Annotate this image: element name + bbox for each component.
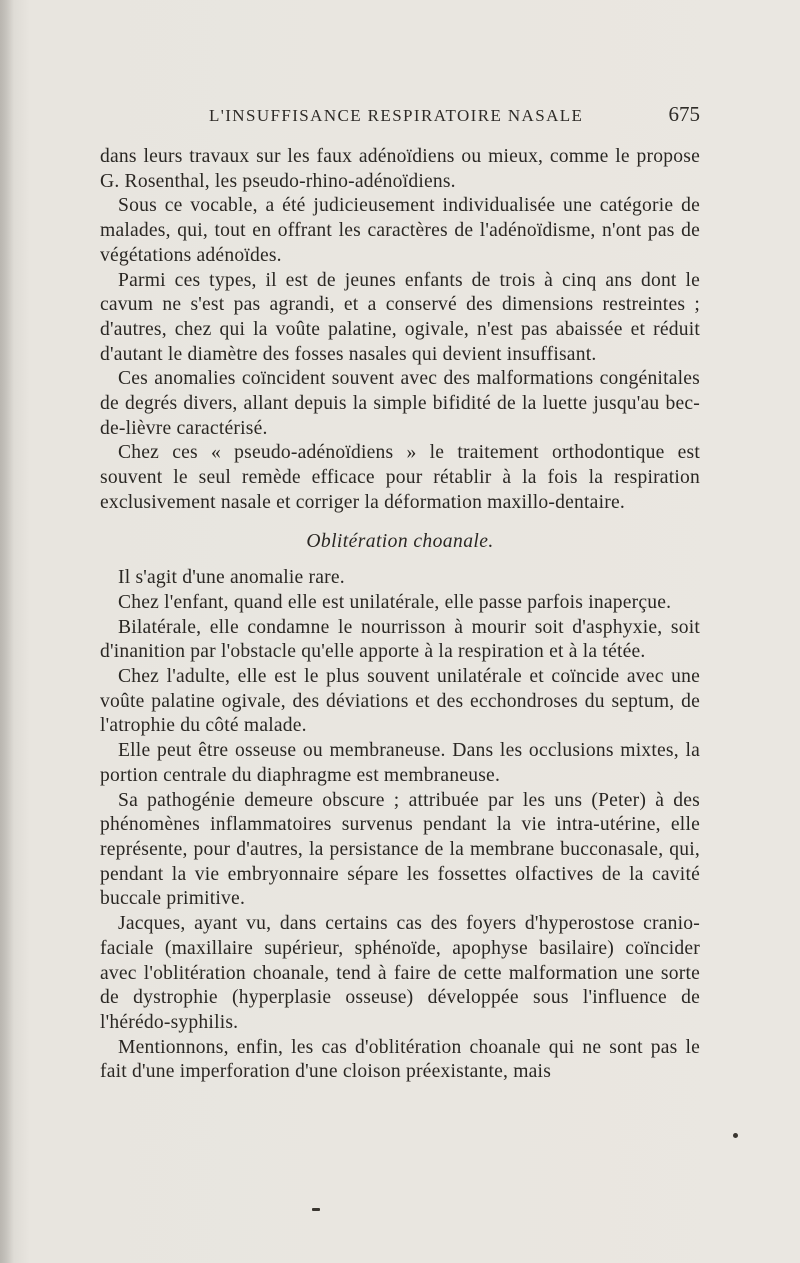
paragraph: Sa pathogénie demeure obscure ; attribuée par les uns (Peter) à des phénomènes inflammatoires survenus pendant la vie intra-utérine, elle représente, pour d'autres, la persistance de la membrane bucconasale, qui, pendant la vie embryonnaire sépare les fossettes olfactives de la cavité buccale primitive. bbox=[100, 789, 700, 910]
paragraph: Jacques, ayant vu, dans certains cas des foyers d'hyperostose cranio-faciale (maxillaire supérieur, sphénoïde, apophyse basilaire) coïncider avec l'oblitération choanale, tend à faire de cette malformation une sorte de dystrophie (hyperplasie osseuse) développée sous l'influence de l'hérédo-syphilis. bbox=[100, 913, 700, 1033]
section-title: Oblitération choanale. bbox=[306, 530, 494, 552]
paragraph: Chez l'adulte, elle est le plus souvent unilatérale et coïncide avec une voûte palatine ogivale, des déviations et des ecchondroses du septum, de l'atrophie du côté malade. bbox=[100, 666, 700, 737]
binding-shadow bbox=[0, 0, 14, 1263]
ink-speck bbox=[733, 1133, 738, 1138]
running-title: L'INSUFFISANCE RESPIRATOIRE NASALE bbox=[209, 106, 584, 125]
page-number: 675 bbox=[668, 102, 700, 126]
paragraph: Chez ces « pseudo-adénoïdiens » le traitement orthodontique est souvent le seul remède efficace pour rétablir à la fois la respiration exclusivement nasale et corriger la déformation maxillo-dentaire. bbox=[100, 442, 700, 513]
paragraph: Ces anomalies coïncident souvent avec des malformations congénitales de degrés divers, allant depuis la simple bifidité de la luette jusqu'au bec-de-lièvre caractérisé. bbox=[100, 368, 700, 439]
ink-speck bbox=[312, 1208, 320, 1211]
paragraph: dans leurs travaux sur les faux adénoïdiens ou mieux, comme le propose G. Rosenthal, les pseudo-rhino-adénoïdiens. bbox=[100, 146, 700, 192]
page-header bbox=[185, 102, 700, 132]
paragraph: Il s'agit d'une anomalie rare. bbox=[118, 567, 345, 589]
paragraph: Parmi ces types, il est de jeunes enfants de trois à cinq ans dont le cavum ne s'est pas agrandi, et a conservé des dimensions restreintes ; d'autres, chez qui la voûte palatine, ogivale, n'est pas abaissée et réduit d'autant le diamètre des fosses nasales qui devient insuffisant. bbox=[100, 269, 700, 365]
paragraph: Elle peut être osseuse ou membraneuse. Dans les occlusions mixtes, la portion centrale du diaphragme est membraneuse. bbox=[100, 740, 700, 786]
paragraph: Bilatérale, elle condamne le nourrisson à mourir soit d'asphyxie, soit d'inanition par l'obstacle qu'elle apporte à la respiration et à la tétée. bbox=[100, 616, 700, 663]
paragraph: Mentionnons, enfin, les cas d'oblitération choanale qui ne sont pas le fait d'une imperforation d'une cloison préexistante, mais bbox=[100, 1036, 700, 1083]
paragraph: Sous ce vocable, a été judicieusement individualisée une catégorie de malades, qui, tout en offrant les caractères de l'adénoïdisme, n'ont pas de végétations adénoïdes. bbox=[100, 195, 700, 266]
body-text bbox=[100, 145, 700, 1085]
paragraph: Chez l'enfant, quand elle est unilatérale, elle passe parfois inaperçue. bbox=[118, 591, 672, 613]
